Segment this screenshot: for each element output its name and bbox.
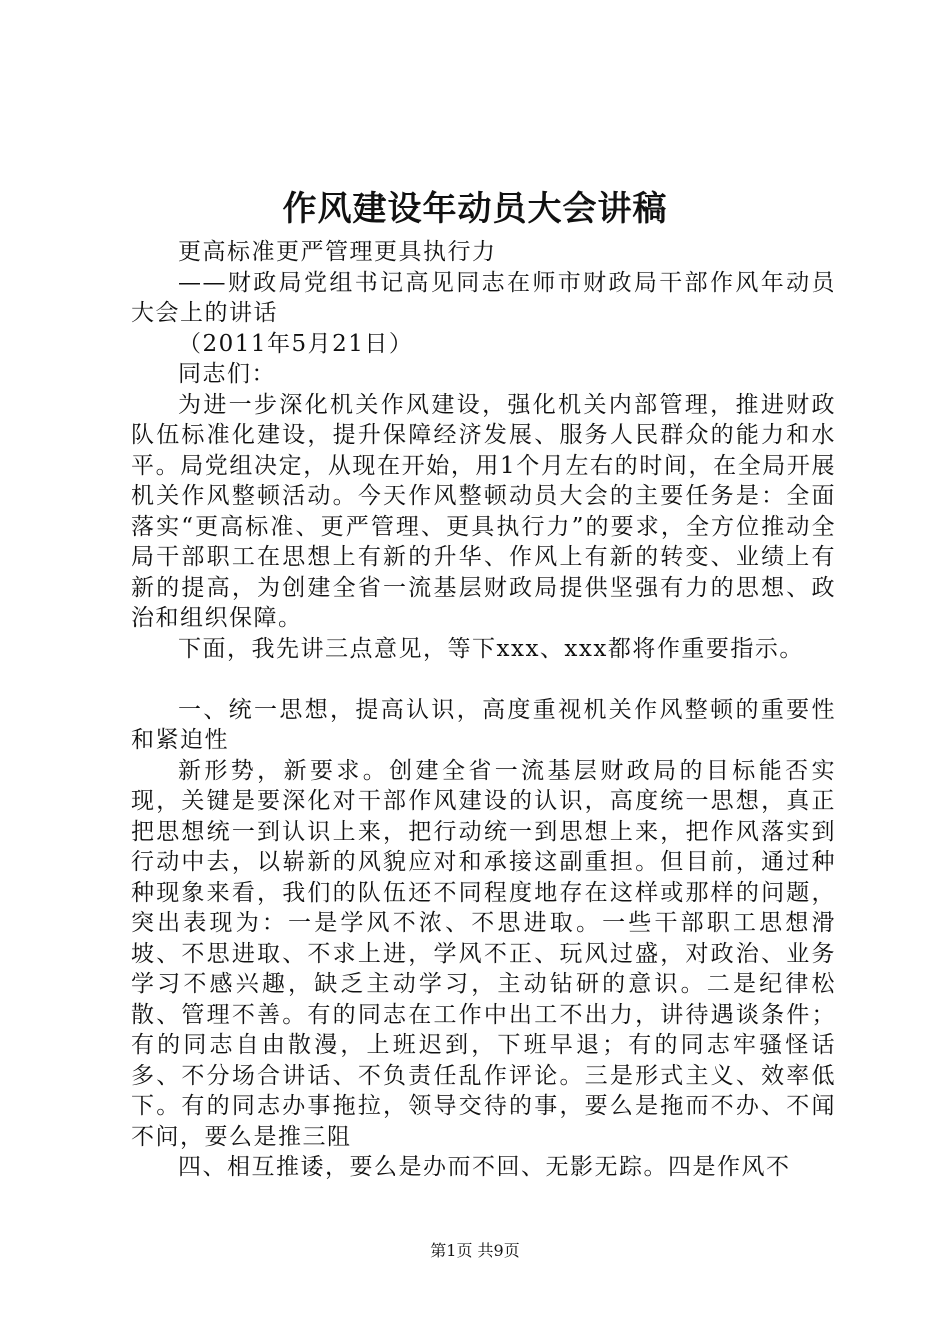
section-paragraph: 新形势，新要求。创建全省一流基层财政局的目标能否实现，关键是要深化对干部作风建设的认识，高度统一思想，真正把思想统一到认识上来，把行动统一到思想上来，把作风落实到行动中去，以崭新的风貌应对和承接这副重担。但目前，通过种种现象来看，我们的队伍还不同程度地存在这样或那样的问题，突出表现为：一是学风不浓、不思进取。一些干部职工思想滑坡、不思进取、不求上进，学风不正、玩风过盛，对政治、业务学习不感兴趣，缺乏主动学习，主动钻研的意识。二是纪律松散、管理不善。有的同志在工作中出工不出力，讲待遇谈条件；有的同志自由散漫，上班迟到，下班早退；有的同志牢骚怪话多、不分场合讲话、不负责任乱作评论。三是形式主义、效率低下。有的同志办事拖拉，领导交待的事，要么是拖而不办、不闻不问，要么是推三阻 xyxy=(131,757,836,1150)
salutation: 同志们： xyxy=(178,361,276,387)
document-title: 作风建设年动员大会讲稿 xyxy=(282,189,668,229)
byline: ——财政局党组书记高见同志在师市财政局干部作风年动员大会上的讲话 xyxy=(131,269,836,326)
document-body xyxy=(131,237,836,1183)
speech-date: （2011年5月21日） xyxy=(178,330,414,357)
intro-paragraph: 为进一步深化机关作风建设，强化机关内部管理，推进财政队伍标准化建设，提升保障经济发展、服务人民群众的能力和水平。局党组决定，从现在开始，用1个月左右的时间，在全局开展机关作风整顿活动。今天作风整顿动员大会的主要任务是：全面落实“更高标准、更严管理、更具执行力”的要求，全方位推动全局干部职工在思想上有新的升华、作风上有新的转变、业绩上有新的提高，为创建全省一流基层财政局提供坚强有力的思想、政治和组织保障。 xyxy=(131,391,836,631)
page-footer: 第1页 共9页 xyxy=(430,1241,520,1260)
blank-line xyxy=(131,664,836,695)
section-paragraph-continued: 四、相互推诿，要么是办而不回、无影无踪。四是作风不 xyxy=(178,1154,791,1180)
subtitle: 更高标准更严管理更具执行力 xyxy=(178,239,497,265)
outline-paragraph: 下面，我先讲三点意见，等下xxx、xxx都将作重要指示。 xyxy=(178,635,804,662)
section-heading: 一、统一思想，提高认识，高度重视机关作风整顿的重要性和紧迫性 xyxy=(131,696,836,753)
